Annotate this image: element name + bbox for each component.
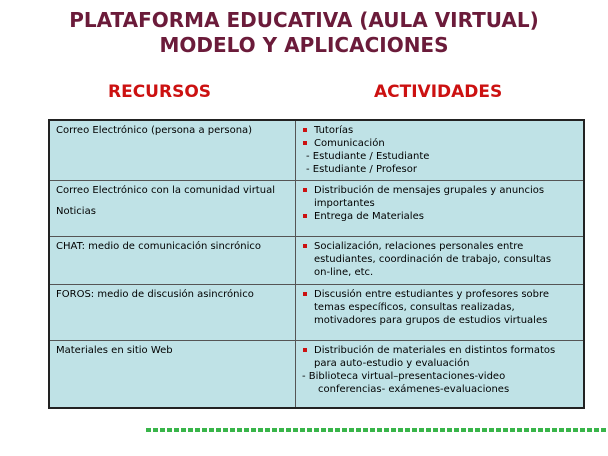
recurso-text: CHAT: medio de comunicación sincrónico xyxy=(56,240,262,252)
bullet-text: importantes xyxy=(314,197,375,209)
bullet-text: on-line, etc. xyxy=(314,266,374,278)
sub-item: - Biblioteca virtual–presentaciones-video xyxy=(302,370,506,382)
sub-item: - Estudiante / Profesor xyxy=(306,164,417,175)
bullet-text: Distribución de materiales en distintos formatos xyxy=(314,344,556,356)
recurso-text: Correo Electrónico (persona a persona) xyxy=(56,125,253,136)
bullet-item xyxy=(302,288,577,327)
sub-item: - Estudiante / Estudiante xyxy=(306,151,430,162)
bullet-text: temas específicos, consultas realizadas, xyxy=(314,301,515,313)
recurso-text: Materiales en sitio Web xyxy=(56,344,173,356)
recurso-text: Correo Electrónico con la comunidad virtual xyxy=(56,184,275,196)
actividades-header: ACTIVIDADES xyxy=(374,82,503,102)
bullet-text: motivadores para grupos de estudios virtuales xyxy=(314,314,548,326)
table-row xyxy=(49,340,584,408)
sub-item: conferencias- exámenes-evaluaciones xyxy=(318,383,510,395)
table-row xyxy=(49,236,584,284)
bullet-item xyxy=(302,240,577,279)
recursos-actividades-table xyxy=(48,119,585,409)
bullet-text: Distribución de mensajes grupales y anuncios xyxy=(314,184,545,196)
recurso-cell xyxy=(49,284,296,340)
recurso-cell xyxy=(49,180,296,236)
bullet-item: Tutorías xyxy=(302,124,577,137)
actividad-cell xyxy=(296,180,585,236)
bullet-text: Discusión entre estudiantes y profesores sobre xyxy=(314,288,550,300)
table-row xyxy=(49,120,584,180)
actividad-cell xyxy=(296,340,585,408)
title-line-1: PLATAFORMA EDUCATIVA (AULA VIRTUAL) xyxy=(69,8,539,32)
actividad-cell xyxy=(296,236,585,284)
table-row xyxy=(49,284,584,340)
bullet-text: para auto-estudio y evaluación xyxy=(314,357,470,369)
title-line-2: MODELO Y APLICACIONES xyxy=(159,33,449,57)
recursos-header: RECURSOS xyxy=(108,82,212,102)
page-title xyxy=(0,8,608,58)
recurso-cell xyxy=(49,236,296,284)
actividad-cell xyxy=(296,284,585,340)
actividad-cell xyxy=(296,120,585,180)
bullet-item: Comunicación xyxy=(302,137,577,150)
recurso-cell xyxy=(49,340,296,408)
bullet-item: Entrega de Materiales xyxy=(302,210,577,223)
bullet-text: estudiantes, coordinación de trabajo, consultas xyxy=(314,253,552,265)
bullet-item xyxy=(302,184,577,210)
recurso-text: Noticias xyxy=(56,205,96,217)
bullet-text: Socialización, relaciones personales entre xyxy=(314,240,524,252)
recurso-text: FOROS: medio de discusión asincrónico xyxy=(56,288,254,300)
bullet-item xyxy=(302,344,577,370)
decorative-dashed-line xyxy=(146,428,608,432)
table-row xyxy=(49,180,584,236)
recurso-cell xyxy=(49,120,296,180)
